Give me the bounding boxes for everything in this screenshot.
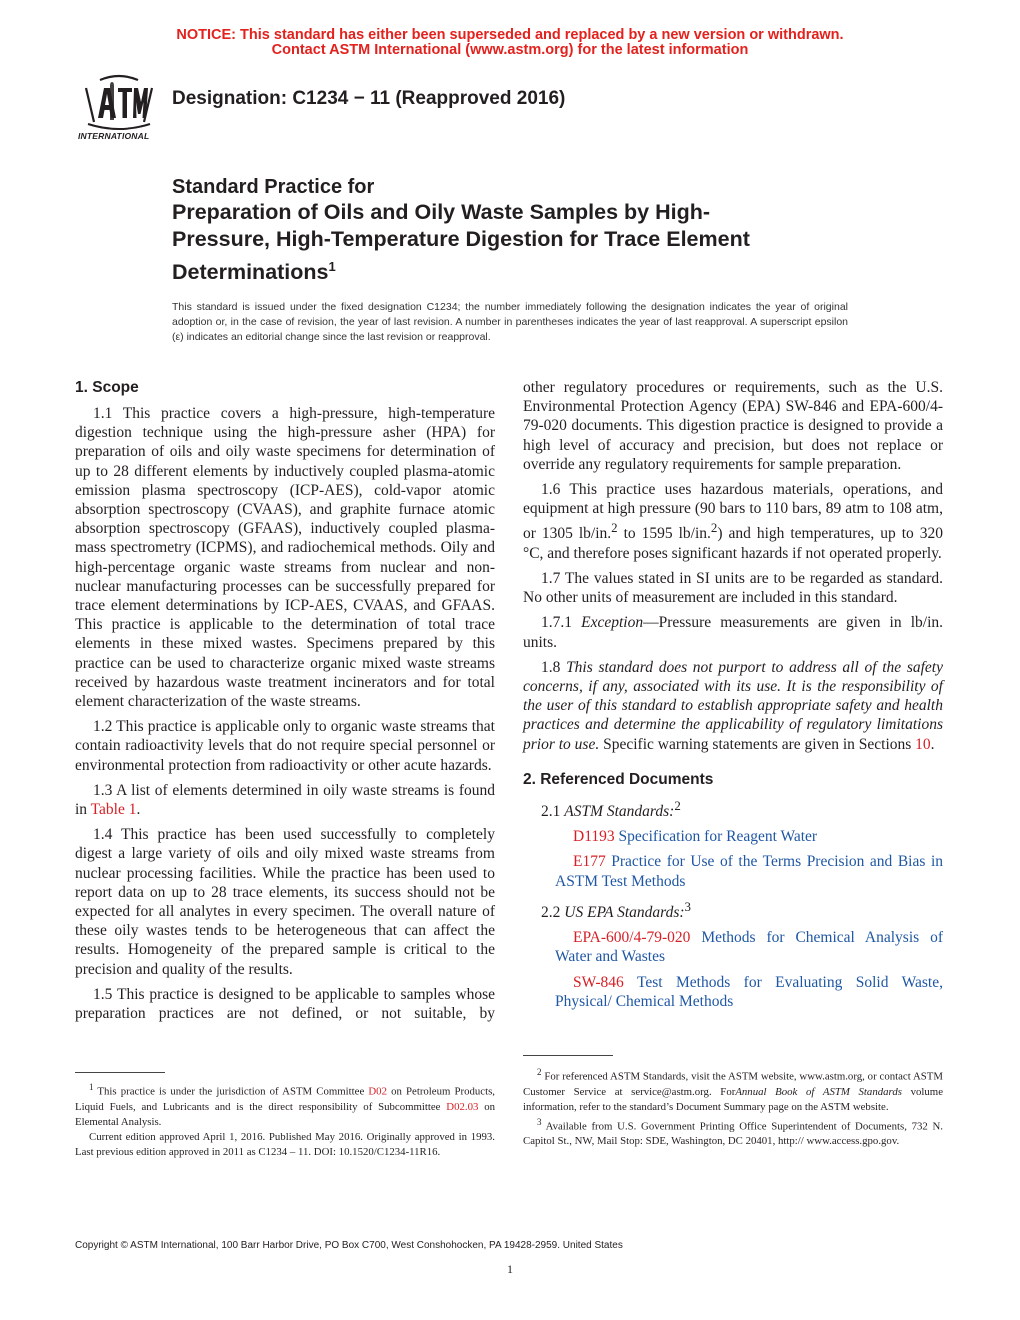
footnotes-right: [523, 1065, 943, 1149]
para-1-7: 1.7 The values stated in SI units are to be regarded as standard. No other units of measurement are included in this standard.: [523, 569, 943, 607]
ref-d1193-code[interactable]: D1193: [573, 828, 615, 846]
ref-sw-846[interactable]: [523, 973, 943, 1011]
astm-standards-number: 2.1: [541, 802, 565, 820]
copyright-notice: Copyright © ASTM International, 100 Barr Harbor Drive, PO Box C700, West Conshohocken, PA 19428-2959. United States: [75, 1240, 623, 1251]
para-1-6-sup-2: 2: [710, 520, 718, 536]
footnote-1: [75, 1080, 495, 1130]
issued-note: This standard is issued under the fixed designation C1234; the number immediately following the designation indicates the year of original adoption or, in the case of revision, the year of last revision. A number in parentheses indicates the year of last reapproval. A superscript epsilon (ε) indicates an editorial change since the last revision or reapproval.: [172, 301, 848, 343]
page-number: 1: [507, 1262, 513, 1276]
table-1-link[interactable]: Table 1: [90, 801, 137, 819]
left-column: [75, 378, 495, 1029]
para-1-4: 1.4 This practice has been used successfully to completely digest a large variety of oils and oily mixed waste streams from nuclear processing facilities. While the practice has been used to report data on up to 28 trace elements, its success should not be expected for all analytes in every specimen. The overall nature of these oily wastes tends to be heterogeneous that can affect the results. Homogeneity of the prepared sample is critical to the precision and quality of the results.: [75, 826, 495, 978]
section-10-link[interactable]: 10: [915, 735, 931, 753]
footnote-1-text-c: on Elemental Analysis.: [75, 1100, 495, 1128]
epa-standards-label: US EPA Standards:: [564, 903, 685, 921]
para-1-3-end: .: [136, 801, 141, 819]
section-referenced-documents-heading: 2. Referenced Documents: [523, 770, 714, 788]
subcommittee-d02-03-link[interactable]: D02.03: [446, 1100, 479, 1113]
footnote-3: [523, 1115, 943, 1150]
para-1-7-1-exception: Exception: [581, 614, 644, 632]
epa-standards-number: 2.2: [541, 903, 565, 921]
designation: Designation: C1234 − 11 (Reapproved 2016): [172, 88, 566, 109]
section-scope-heading: 1. Scope: [75, 379, 139, 396]
ref-e177[interactable]: [523, 852, 943, 890]
footnote-2-annual-book: Annual Book of ASTM Standards: [735, 1085, 902, 1098]
ref-e177-code[interactable]: E177: [573, 853, 606, 871]
para-1-8-safety-statement: This standard does not purport to address all of the safety concerns, if any, associated with its use. It is the responsibility of the user of this standard to establish appropriate safety and health practices and determine the applicability of regulatory limitations prior to use.: [523, 658, 943, 753]
para-1-7-1: [523, 613, 943, 651]
footnote-2-text-a: For referenced ASTM Standards, visit the ASTM website, www.astm.org, or contact ASTM Customer Service at service@astm.org. For: [523, 1070, 943, 1098]
para-1-3: [75, 781, 495, 819]
ref-sw-846-code[interactable]: SW-846: [573, 973, 624, 991]
title-subtitle: Standard Practice for: [172, 176, 375, 198]
ref-e177-title[interactable]: Practice for Use of the Terms Precision and Bias in ASTM Test Methods: [555, 853, 943, 890]
para-1-6-text-c: ) and high temperatures, up to 320 °C, and therefore poses significant hazards if not operated properly.: [523, 525, 943, 562]
logo-international-text: INTERNATIONAL: [78, 131, 150, 141]
para-1-6-text-b: to 1595 lb/in.: [617, 525, 711, 543]
footnote-1-text-b: on Petroleum Products, Liquid Fuels, and Lubricants and is the direct responsibility of Subcommittee: [75, 1085, 496, 1113]
para-1-8-end: .: [930, 735, 935, 753]
footnote-2-text-b: volume information, refer to the standard’s Document Summary page on the ASTM website.: [523, 1085, 943, 1113]
footnote-2: [523, 1065, 943, 1115]
para-1-6: [523, 480, 943, 563]
footnote-1-marker: 1: [89, 1082, 94, 1092]
ref-epa-600-title[interactable]: Methods for Chemical Analysis of Water and Wastes: [555, 929, 943, 966]
epa-standards-heading: [523, 897, 943, 922]
ref-epa-600-code[interactable]: EPA-600/4-79-020: [573, 929, 691, 947]
footnote-divider-left: [75, 1072, 165, 1073]
right-column: [523, 378, 943, 1017]
para-1-2: 1.2 This practice is applicable only to organic waste streams that contain radioactivity levels that do not require special personnel or environmental protection from radioactivity or other acute hazards.: [75, 718, 495, 774]
para-1-5-continued: other regulatory procedures or requirements, such as the U.S. Environmental Protection Agency (EPA) SW-846 and EPA-600/4-79-020 documents. This digestion practice is designed to provide a high level of accuracy and precision, but does not replace or override any regulatory requirements for sample preparation.: [523, 379, 943, 473]
footnote-divider-right: [523, 1055, 613, 1056]
footnote-1-text-a: This practice is under the jurisdiction of ASTM Committee: [93, 1085, 369, 1098]
astm-standards-label: ASTM Standards:: [564, 802, 675, 820]
para-1-7-1-text: —Pressure measurements are given in lb/in. units.: [523, 614, 944, 651]
footnote-3-text: Available from U.S. Government Printing Office Superintendent of Documents, 732 N. Capitol St., NW, Mail Stop: SDE, Washington, DC 20401, http:// www.access.gpo.gov.: [523, 1120, 943, 1148]
title-line-1: Preparation of Oils and Oily Waste Samples by High-: [172, 200, 711, 224]
footnote-3-marker: 3: [537, 1116, 542, 1127]
astm-standards-heading: [523, 796, 943, 821]
epa-standards-footnote-ref: 3: [684, 898, 691, 914]
withdrawal-notice-line-2: Contact ASTM International (www.astm.org) for the latest information: [271, 42, 749, 58]
ref-sw-846-title[interactable]: Test Methods for Evaluating Solid Waste, Physical/ Chemical Methods: [555, 973, 943, 1010]
ref-d1193-title[interactable]: Specification for Reagent Water: [614, 828, 818, 846]
para-1-8-text: Specific warning statements are given in Sections: [599, 735, 916, 753]
ref-epa-600[interactable]: [523, 928, 943, 966]
para-1-8: [523, 658, 943, 754]
title-footnote-ref[interactable]: 1: [328, 259, 336, 274]
para-1-5: 1.5 This practice is designed to be applicable to samples whose preparation practices are not defined, or not suitable, by: [75, 985, 495, 1023]
committee-d02-link[interactable]: D02: [368, 1085, 387, 1098]
title-line-3-text: Determinations: [172, 260, 329, 285]
footnote-2-marker: 2: [537, 1067, 542, 1077]
document-title: [172, 175, 872, 286]
footnote-1-edition: Current edition approved April 1, 2016. Published May 2016. Originally approved in 1993. Last previous edition approved in 2011 as C1234 – 11. DOI: 10.1520/C1234-11R16.: [75, 1130, 495, 1158]
footnotes-left: [75, 1080, 495, 1160]
para-1-3-text: 1.3 A list of elements determined in oily waste streams is found in: [75, 781, 495, 819]
title-line-2: Pressure, High-Temperature Digestion for Trace Element: [172, 227, 750, 251]
astm-international-logo: [74, 74, 164, 148]
para-1-7-1-number: 1.7.1: [541, 614, 582, 632]
ref-d1193[interactable]: [523, 827, 943, 846]
para-1-6-text-a: 1.6 This practice uses hazardous materials, operations, and equipment at high pressure (90 bars to 110 bars, 89 atm to 108 atm, or 1305 lb/in.: [523, 481, 943, 543]
withdrawal-notice-line-1: NOTICE: This standard has either been superseded and replaced by a new version or withdrawn.: [176, 27, 844, 43]
para-1-6-sup-1: 2: [611, 520, 618, 536]
para-1-1: 1.1 This practice covers a high-pressure, high-temperature digestion technique using the high-pressure asher (HPA) for preparation of oils and oily waste specimens for determination of up to 28 different elements by inductively coupled plasma-atomic emission plasma spectroscopy (ICP-AES), cold-vapor atomic absorption spectroscopy (CVAAS), and graphite furnace atomic absorption spectroscopy (GFAAS), inductively coupled plasma-mass spectrometry (ICPMS), and radiochemical methods. Oily and high-percentage organic waste streams from nuclear and non-nuclear manufacturing processes can be successfully prepared for trace element determinations by ICP-AES, CVAAS, and GFAAS. This practice is applicable to the determination of total trace elements in these mixed wastes. Specimens prepared by this practice can be used to characterize organic mixed waste streams received by hazardous waste treatment incinerators and for total element characterization of the waste streams.: [75, 405, 495, 711]
para-1-8-number: 1.8: [541, 658, 567, 676]
title-line-3: [172, 253, 872, 286]
astm-standards-footnote-ref: 2: [674, 797, 681, 813]
